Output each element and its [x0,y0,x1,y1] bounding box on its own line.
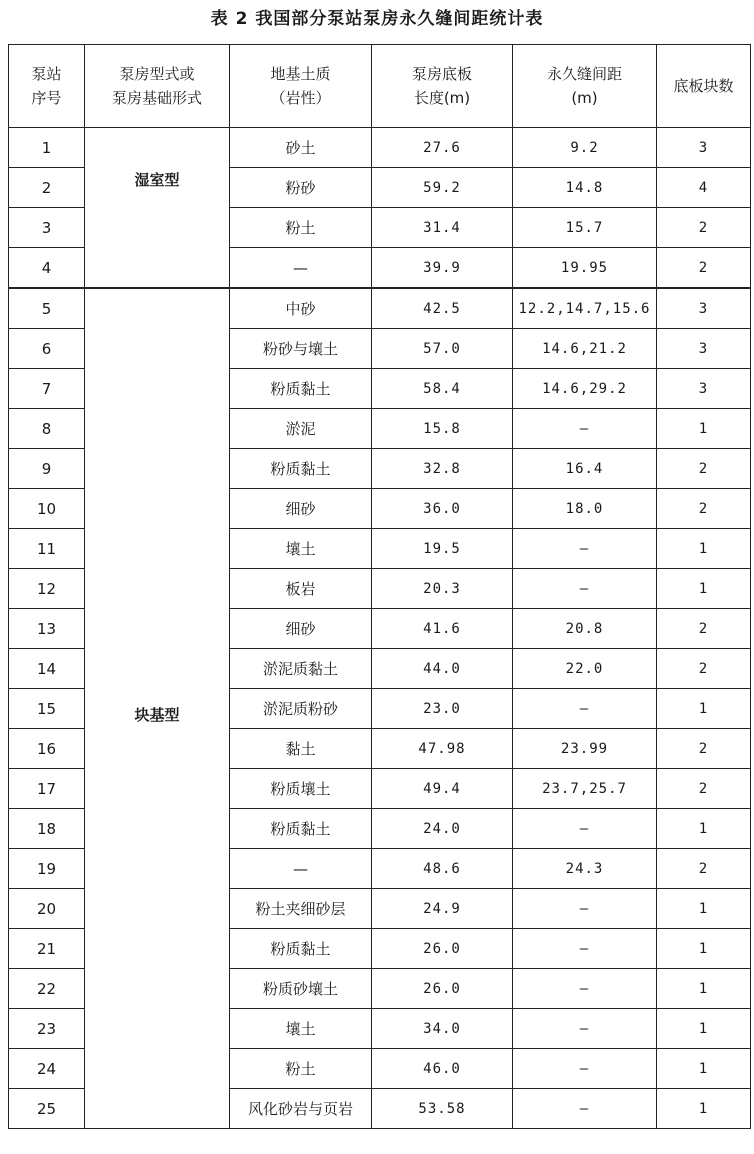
table-row [9,288,751,329]
cell-station-no: 14 [9,649,85,689]
header-text-line: 泵房基础形式 [111,89,202,107]
cell-block-count: 2 [657,729,751,769]
cell-length: 47.98 [372,729,513,769]
cell-block-count: 1 [657,409,751,449]
cell-station-no: 17 [9,769,85,809]
cell-station-no: 9 [9,449,85,489]
cell-joint-spacing: 23.7,25.7 [513,769,657,809]
cell-soil: 板岩 [230,569,372,609]
header-text-line: 地基土质 [270,65,331,83]
cell-joint-spacing: 14.6,29.2 [513,369,657,409]
cell-station-no: 20 [9,889,85,929]
cell-soil: 粉质黏土 [230,369,372,409]
cell-station-no: 8 [9,409,85,449]
cell-joint-spacing: — [513,409,657,449]
cell-soil: 粉土 [230,208,372,248]
header-block-count [657,45,751,128]
cell-length: 36.0 [372,489,513,529]
cell-station-no: 22 [9,969,85,1009]
header-station-no [9,45,85,128]
cell-block-count: 3 [657,369,751,409]
header-text-line: 泵站 [31,65,62,83]
cell-block-count: 3 [657,329,751,369]
cell-joint-spacing: 22.0 [513,649,657,689]
cell-soil: 淤泥质黏土 [230,649,372,689]
cell-joint-spacing: — [513,1049,657,1089]
cell-block-count: 1 [657,689,751,729]
header-text-line: 永久缝间距 [546,65,622,83]
cell-length: 32.8 [372,449,513,489]
cell-soil: 淤泥质粉砂 [230,689,372,729]
cell-joint-spacing: 23.99 [513,729,657,769]
cell-soil: 淤泥 [230,409,372,449]
cell-station-no: 4 [9,248,85,289]
cell-length: 58.4 [372,369,513,409]
cell-station-no: 21 [9,929,85,969]
cell-block-count: 1 [657,1009,751,1049]
cell-soil: 细砂 [230,609,372,649]
cell-soil: — [230,849,372,889]
cell-joint-spacing: 18.0 [513,489,657,529]
pump-station-joint-table [8,44,751,1129]
cell-length: 57.0 [372,329,513,369]
cell-station-no: 19 [9,849,85,889]
cell-soil: 粉质黏土 [230,929,372,969]
cell-length: 42.5 [372,288,513,329]
cell-soil: 细砂 [230,489,372,529]
cell-length: 49.4 [372,769,513,809]
cell-block-count: 1 [657,969,751,1009]
cell-soil: 粉质黏土 [230,809,372,849]
cell-joint-spacing: 19.95 [513,248,657,289]
cell-station-no: 3 [9,208,85,248]
cell-joint-spacing: — [513,529,657,569]
cell-soil: — [230,248,372,289]
cell-station-no: 11 [9,529,85,569]
cell-soil: 粉土夹细砂层 [230,889,372,929]
cell-station-no: 5 [9,288,85,329]
cell-station-no: 15 [9,689,85,729]
cell-soil: 中砂 [230,288,372,329]
cell-block-count: 2 [657,208,751,248]
header-text-line: （岩性） [270,89,331,107]
header-text-line: (m) [571,89,598,107]
cell-length: 23.0 [372,689,513,729]
cell-soil: 粉砂与壤土 [230,329,372,369]
cell-station-no: 13 [9,609,85,649]
header-length [372,45,513,128]
header-joint-spacing [513,45,657,128]
cell-station-no: 23 [9,1009,85,1049]
cell-pump-type: 块基型 [85,288,230,1129]
cell-block-count: 2 [657,248,751,289]
cell-block-count: 2 [657,449,751,489]
cell-joint-spacing: — [513,929,657,969]
cell-length: 31.4 [372,208,513,248]
cell-soil: 粉质壤土 [230,769,372,809]
cell-joint-spacing: 14.6,21.2 [513,329,657,369]
cell-block-count: 1 [657,1049,751,1089]
cell-length: 39.9 [372,248,513,289]
cell-joint-spacing: 24.3 [513,849,657,889]
cell-block-count: 2 [657,849,751,889]
cell-soil: 粉质砂壤土 [230,969,372,1009]
cell-block-count: 2 [657,649,751,689]
cell-block-count: 3 [657,128,751,168]
header-text-line: 长度(m) [413,89,471,107]
cell-station-no: 1 [9,128,85,168]
cell-block-count: 2 [657,489,751,529]
cell-length: 46.0 [372,1049,513,1089]
cell-length: 59.2 [372,168,513,208]
cell-joint-spacing: — [513,969,657,1009]
cell-length: 41.6 [372,609,513,649]
cell-block-count: 1 [657,529,751,569]
cell-block-count: 1 [657,929,751,969]
cell-station-no: 12 [9,569,85,609]
cell-joint-spacing: — [513,569,657,609]
cell-joint-spacing: 9.2 [513,128,657,168]
header-text-line: 底板块数 [673,77,734,95]
cell-joint-spacing: 15.7 [513,208,657,248]
cell-length: 44.0 [372,649,513,689]
cell-length: 48.6 [372,849,513,889]
cell-soil: 粉土 [230,1049,372,1089]
cell-length: 24.9 [372,889,513,929]
cell-length: 34.0 [372,1009,513,1049]
cell-joint-spacing: 12.2,14.7,15.6 [513,288,657,329]
cell-station-no: 18 [9,809,85,849]
cell-block-count: 4 [657,168,751,208]
cell-block-count: 1 [657,1089,751,1129]
cell-soil: 黏土 [230,729,372,769]
cell-joint-spacing: 14.8 [513,168,657,208]
cell-joint-spacing: — [513,809,657,849]
table-row [9,128,751,168]
cell-station-no: 7 [9,369,85,409]
cell-joint-spacing: 16.4 [513,449,657,489]
cell-length: 26.0 [372,969,513,1009]
cell-station-no: 2 [9,168,85,208]
cell-joint-spacing: — [513,1009,657,1049]
header-text-line: 序号 [31,89,62,107]
table-body [9,128,751,1129]
cell-joint-spacing: — [513,1089,657,1129]
cell-length: 27.6 [372,128,513,168]
cell-soil: 壤土 [230,1009,372,1049]
cell-length: 15.8 [372,409,513,449]
cell-block-count: 2 [657,609,751,649]
cell-station-no: 10 [9,489,85,529]
cell-soil: 壤土 [230,529,372,569]
header-text-line: 泵房底板 [411,65,472,83]
cell-block-count: 2 [657,769,751,809]
cell-length: 24.0 [372,809,513,849]
table-header-row [9,45,751,128]
cell-length: 26.0 [372,929,513,969]
cell-station-no: 24 [9,1049,85,1089]
cell-station-no: 6 [9,329,85,369]
cell-station-no: 16 [9,729,85,769]
cell-soil: 粉质黏土 [230,449,372,489]
cell-length: 19.5 [372,529,513,569]
cell-block-count: 3 [657,288,751,329]
cell-length: 53.58 [372,1089,513,1129]
cell-soil: 砂土 [230,128,372,168]
cell-block-count: 1 [657,809,751,849]
cell-length: 20.3 [372,569,513,609]
header-soil [230,45,372,128]
cell-soil: 粉砂 [230,168,372,208]
cell-joint-spacing: 20.8 [513,609,657,649]
cell-pump-type: 湿室型 [85,128,230,289]
header-pump-type [85,45,230,128]
cell-block-count: 1 [657,569,751,609]
cell-joint-spacing: — [513,689,657,729]
page-title: 表 2 我国部分泵站泵房永久缝间距统计表 [210,9,544,29]
cell-joint-spacing: — [513,889,657,929]
cell-soil: 风化砂岩与页岩 [230,1089,372,1129]
header-text-line: 泵房型式或 [119,65,195,83]
cell-block-count: 1 [657,889,751,929]
cell-station-no: 25 [9,1089,85,1129]
